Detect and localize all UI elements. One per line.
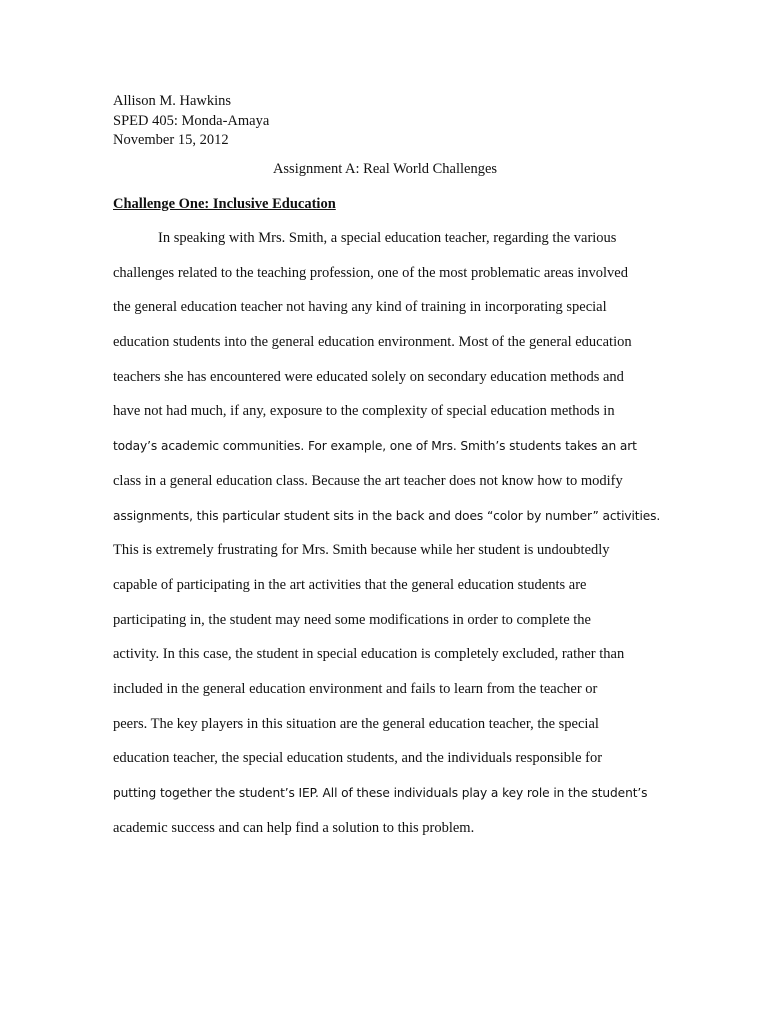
paragraph-line: education students into the general education environment. Most of the general education <box>113 334 632 351</box>
paragraph-line: have not had much, if any, exposure to the complexity of special education methods in <box>113 403 615 420</box>
document-date: November 15, 2012 <box>113 132 229 148</box>
paragraph-line: This is extremely frustrating for Mrs. Smith because while her student is undoubtedly <box>113 542 610 559</box>
paragraph-line: activity. In this case, the student in special education is completely excluded, rather than <box>113 646 625 663</box>
paragraph-line: education teacher, the special education students, and the individuals responsible for <box>113 750 603 767</box>
paragraph-line: challenges related to the teaching profession, one of the most problematic areas involved <box>113 264 628 281</box>
assignment-title-text: Assignment A: Real World Challenges <box>272 161 498 177</box>
paragraph-line: participating in, the student may need some modifications in order to complete the <box>113 611 591 628</box>
paragraph-line: teachers she has encountered were educated solely on secondary education methods and <box>113 368 624 385</box>
author-name: Allison M. Hawkins <box>113 93 232 109</box>
paragraph-line: peers. The key players in this situation are the general education teacher, the special <box>113 715 599 732</box>
paragraph-line: In speaking with Mrs. Smith, a special education teacher, regarding the various <box>158 230 617 246</box>
paragraph-line: included in the general education environment and fails to learn from the teacher or <box>113 680 598 697</box>
paragraph-line: capable of participating in the art activities that the general education students are <box>113 576 587 593</box>
assignment-title <box>0 160 768 178</box>
course-name: SPED 405: Monda-Amaya <box>113 112 270 129</box>
document-header <box>113 92 269 151</box>
paragraph-line: today’s academic communities. For example, one of Mrs. Smith’s students takes an art <box>113 439 637 454</box>
paragraph <box>113 228 661 852</box>
paragraph-line: the general education teacher not having any kind of training in incorporating special <box>113 299 607 316</box>
section-heading: Challenge One: Inclusive Education <box>113 196 336 212</box>
paragraph-line: academic success and can help find a solution to this problem. <box>113 819 475 836</box>
paragraph-line: assignments, this particular student sits in the back and does “color by number” activities. <box>113 508 661 523</box>
paragraph-line: class in a general education class. Because the art teacher does not know how to modify <box>113 472 623 489</box>
paragraph-line: putting together the student’s IEP. All of these individuals play a key role in the student’s <box>113 786 648 800</box>
